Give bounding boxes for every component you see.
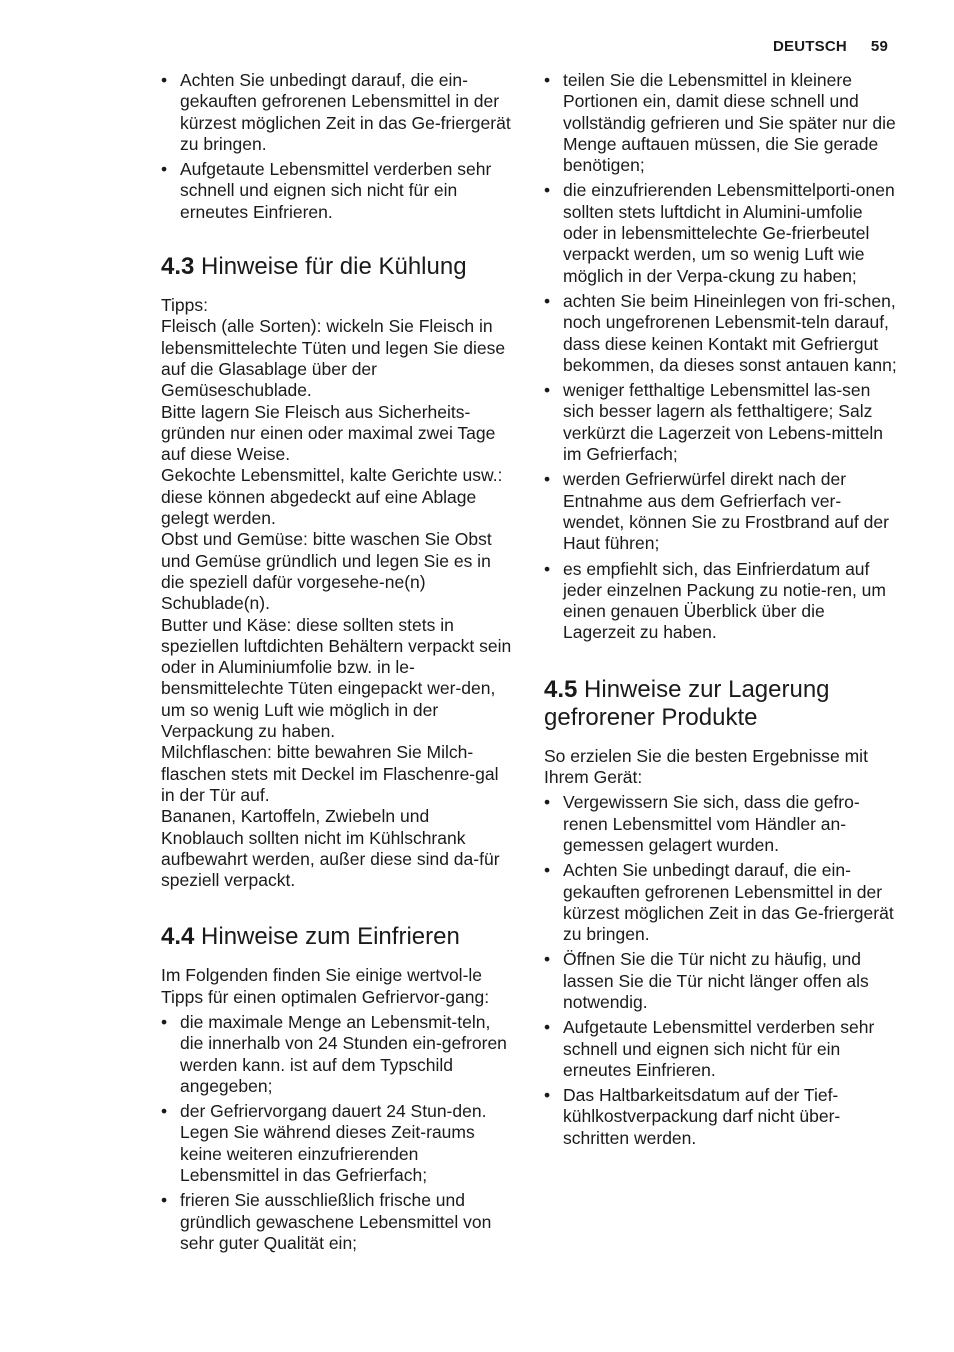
section-heading-4-4 bbox=[161, 923, 513, 951]
list-item: • die maximale Menge an Lebensmit-teln, die innerhalb von 24 Stunden ein-gefroren werden kann. ist auf dem Typschild angegeben; bbox=[161, 1012, 513, 1097]
list-item: • weniger fetthaltige Lebensmittel las-sen sich besser lagern als fetthaltigere; Salz verkürzt die Lagerzeit von Lebens-mitteln im Gefrierfach; bbox=[544, 380, 899, 465]
paragraph: Butter und Käse: diese sollten stets in speziellen luftdichten Behältern verpackt sein oder in Aluminiumfolie bzw. in le-bensmittelechte Tüten eingepackt wer-den, um so wenig Luft wie möglich in der Verpackung zu haben. bbox=[161, 614, 512, 742]
paragraph: Gekochte Lebensmittel, kalte Gerichte usw.: diese können abgedeckt auf eine Ablage gelegt werden. bbox=[161, 465, 503, 529]
section-title: Hinweise zum Einfrieren bbox=[201, 923, 460, 951]
left-column bbox=[161, 70, 513, 1258]
paragraph: Milchflaschen: bitte bewahren Sie Milch-flaschen stets mit Deckel im Flaschenre-gal in der Tür auf. bbox=[161, 742, 499, 805]
continued-bullet-list bbox=[544, 70, 899, 644]
right-column bbox=[544, 70, 899, 1153]
section-title: Hinweise für die Kühlung bbox=[201, 253, 467, 281]
freezing-tips-list bbox=[161, 1012, 513, 1254]
list-item: • frieren Sie ausschließlich frische und gründlich gewaschene Lebensmittel von sehr guter Qualität ein; bbox=[161, 1190, 513, 1254]
list-item: • es empfiehlt sich, das Einfrierdatum auf jeder einzelnen Packung zu notie-ren, um einen genauen Überblick über die Lagerzeit zu haben. bbox=[544, 559, 899, 644]
list-item: • Das Haltbarkeitsdatum auf der Tief-kühlkostverpackung darf nicht über-schritten werden. bbox=[544, 1085, 899, 1149]
list-item: • Achten Sie unbedingt darauf, die ein-gekauften gefrorenen Lebensmittel in der kürzest möglichen Zeit in das Ge-friergerät zu bringen. bbox=[161, 70, 513, 155]
paragraph: Fleisch (alle Sorten): wickeln Sie Fleisch in lebensmittelechte Tüten und legen Sie diese auf die Glasablage über der Gemüseschublade. bbox=[161, 316, 506, 401]
paragraph: Bitte lagern Sie Fleisch aus Sicherheits-gründen nur einen oder maximal zwei Tage auf diese Weise. bbox=[161, 401, 496, 465]
intro-bullet-list bbox=[161, 70, 513, 223]
list-item: • teilen Sie die Lebensmittel in kleinere Portionen ein, damit diese schnell und vollständig gefrieren und Sie später nur die Menge auftauen müssen, die Sie gerade benötigen; bbox=[544, 70, 899, 176]
list-item: • achten Sie beim Hineinlegen von fri-schen, noch ungefrorenen Lebensmit-teln darauf, dass diese keinen Kontakt mit Gefriergut bekommen, da dieses sonst antauen kann; bbox=[544, 291, 899, 376]
section-heading-4-5 bbox=[544, 676, 899, 732]
list-item: • Aufgetaute Lebensmittel verderben sehr schnell und eignen sich nicht für ein erneutes Einfrieren. bbox=[544, 1017, 899, 1081]
section-number: 4.3 bbox=[161, 253, 195, 281]
list-item: • Achten Sie unbedingt darauf, die ein-gekauften gefrorenen Lebensmittel in der kürzest möglichen Zeit in das Ge-friergerät zu bringen. bbox=[544, 860, 899, 945]
list-item: • Vergewissern Sie sich, dass die gefro-renen Lebensmittel vom Händler an-gemessen gelagert wurden. bbox=[544, 792, 899, 856]
storage-tips-list bbox=[544, 792, 899, 1149]
paragraph: Bananen, Kartoffeln, Zwiebeln und Knoblauch sollten nicht im Kühlschrank aufbewahrt werden, außer diese sind da-für speziell verpackt. bbox=[161, 806, 500, 891]
list-item: • werden Gefrierwürfel direkt nach der Entnahme aus dem Gefrierfach ver-wendet, können Sie zu Frostbrand auf der Haut führen; bbox=[544, 469, 899, 554]
section-heading-4-3 bbox=[161, 253, 513, 281]
section-number: 4.4 bbox=[161, 923, 195, 951]
section-number: 4.5 bbox=[544, 675, 578, 703]
list-item: • Öffnen Sie die Tür nicht zu häufig, und lassen Sie die Tür nicht länger offen als notwendig. bbox=[544, 949, 899, 1013]
list-item: • der Gefriervorgang dauert 24 Stun-den. Legen Sie während dieses Zeit-raums keine weiteren einzufrierenden Lebensmittel in das Gefrierfach; bbox=[161, 1101, 513, 1186]
paragraph: Obst und Gemüse: bitte waschen Sie Obst und Gemüse gründlich und legen Sie es in die speziell dafür vorgesehe-ne(n) Schublade(n). bbox=[161, 529, 492, 614]
section-intro: Im Folgenden finden Sie einige wertvol-le Tipps für einen optimalen Gefriervor-gang: bbox=[161, 965, 490, 1007]
page-header bbox=[773, 38, 888, 55]
paragraph: Tipps: bbox=[161, 295, 209, 316]
list-item: • Aufgetaute Lebensmittel verderben sehr schnell und eignen sich nicht für ein erneutes Einfrieren. bbox=[161, 159, 513, 223]
section-body-4-3 bbox=[161, 295, 513, 891]
section-title: Hinweise zur Lagerung gefrorener Produkte bbox=[544, 675, 830, 731]
page-number: 59 bbox=[870, 38, 888, 55]
section-intro: So erzielen Sie die besten Ergebnisse mit Ihrem Gerät: bbox=[544, 745, 868, 788]
language-label: DEUTSCH bbox=[773, 38, 847, 55]
list-item: • die einzufrierenden Lebensmittelporti-onen sollten stets luftdicht in Alumini-umfolie oder in lebensmittelechte Ge-frierbeutel verpackt werden, um so wenig Luft wie möglich in der Verpa-ckung zu haben; bbox=[544, 180, 899, 286]
